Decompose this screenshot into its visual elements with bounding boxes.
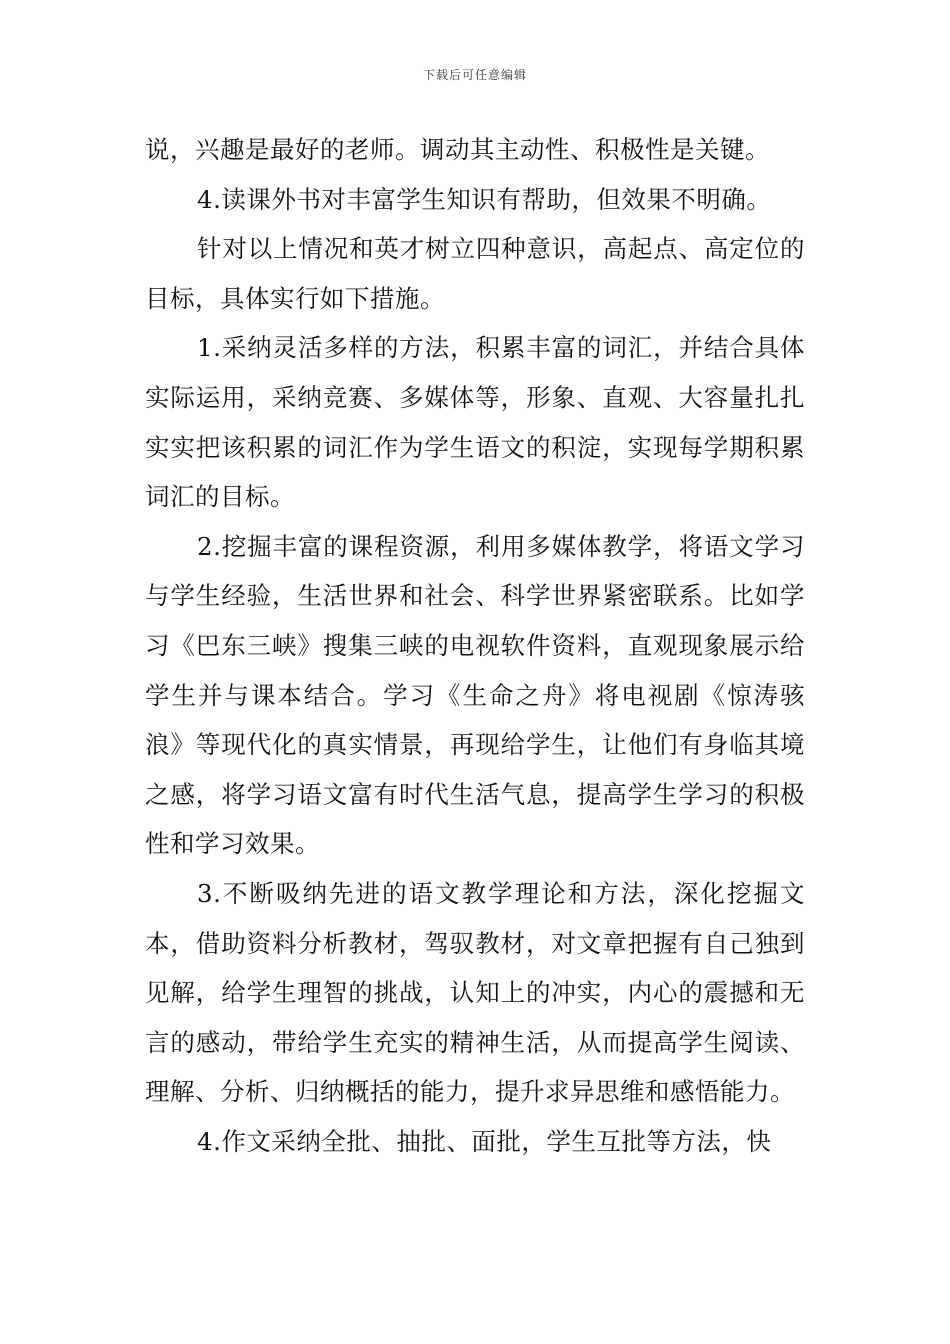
- paragraph-item-4-reading: 4.读课外书对丰富学生知识有帮助，但效果不明确。: [197, 184, 772, 214]
- paragraph-measure-4: 4.作文采纳全批、抽批、面批，学生互批等方法，快: [197, 1126, 772, 1156]
- paragraph-measure-1: 1.采纳灵活多样的方法，积累丰富的词汇，并结合具体实际运用，采纳竞赛、多媒体等，形象、直观、大容量扎扎实实把该积累的词汇作为学生语文的积淀，实现每学期积累词汇的目标。: [145, 333, 805, 512]
- body-text: [145, 125, 805, 1166]
- paragraph-measure-3: 3.不断吸纳先进的语文教学理论和方法，深化挖掘文本，借助资料分析教材，驾驭教材，对文章把握有自己独到见解，给学生理智的挑战，认知上的冲实，内心的震撼和无言的感动，带给学生充实的精神生活，从而提高学生阅读、理解、分析、归纳概括的能力，提升求异思维和感悟能力。: [145, 878, 805, 1107]
- header-note: 下载后可任意编辑: [422, 68, 527, 82]
- paragraph-continuation: 说，兴趣是最好的老师。调动其主动性、积极性是关键。: [145, 135, 770, 164]
- paragraph-measures-intro: 针对以上情况和英才树立四种意识，高起点、高定位的目标，具体实行如下措施。: [145, 234, 805, 313]
- paragraph-measure-2: 2.挖掘丰富的课程资源，利用多媒体教学，将语文学习与学生经验，生活世界和社会、科学世界紧密联系。比如学习《巴东三峡》搜集三峡的电视软件资料，直观现象展示给学生并与课本结合。学习《生命之舟》将电视剧《惊涛骇浪》等现代化的真实情景，再现给学生，让他们有身临其境之感，将学习语文富有时代生活气息，提高学生学习的积极性和学习效果。: [145, 531, 805, 859]
